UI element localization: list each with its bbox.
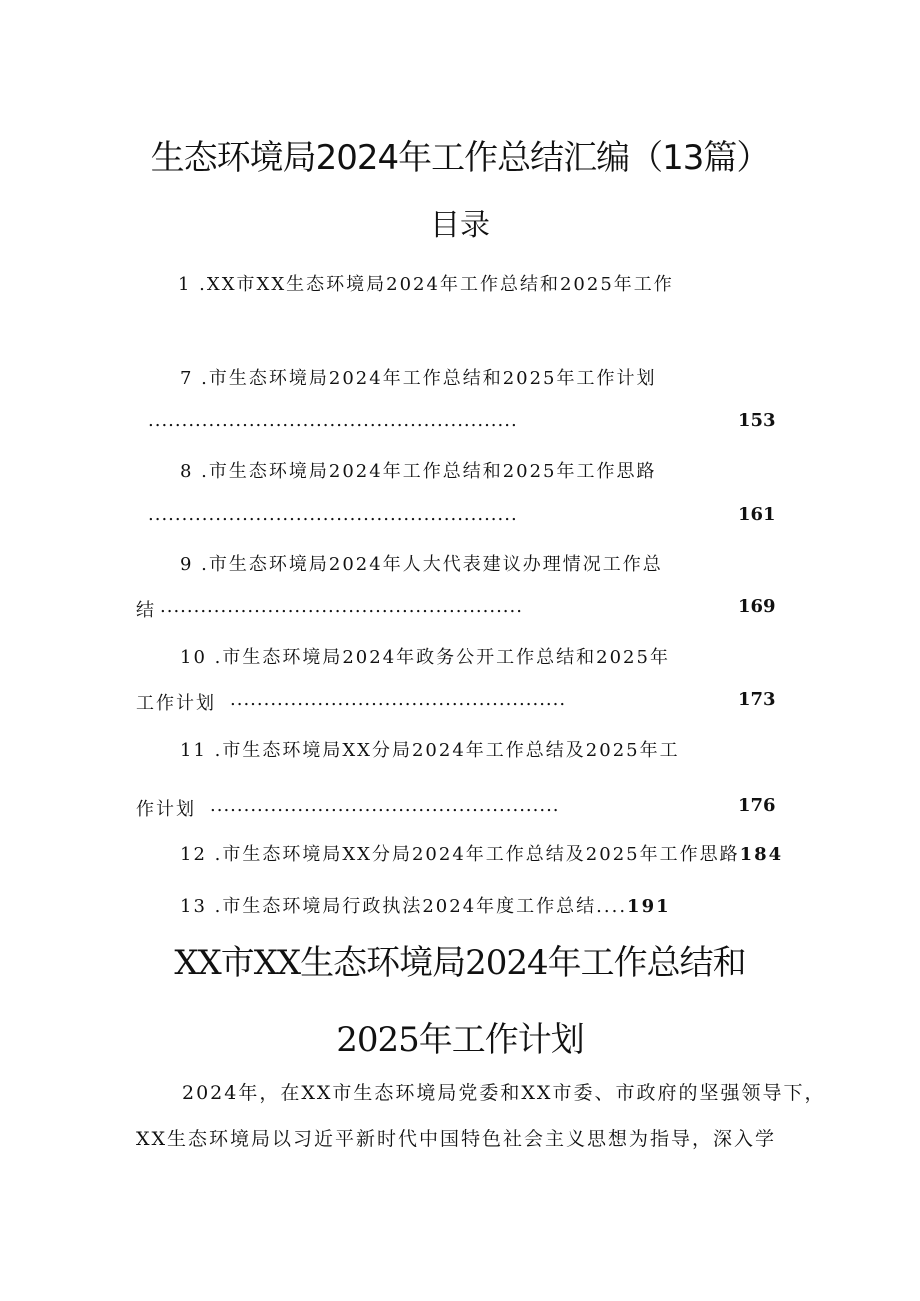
toc-page-9[interactable]: 169: [738, 596, 776, 617]
toc-leader-7: .......................................................: [148, 410, 518, 431]
toc-entry-13-text: 13 .市生态环境局行政执法2024年度工作总结....: [180, 896, 628, 917]
toc-page-10[interactable]: 173: [738, 689, 776, 710]
document-title: 生态环境局2024年工作总结汇编（13篇）: [150, 138, 770, 178]
toc-page-8[interactable]: 161: [738, 504, 776, 525]
toc-entry-9[interactable]: 9 .市生态环境局2024年人大代表建议办理情况工作总: [180, 554, 663, 575]
toc-entry-12-text: 12 .市生态环境局XX分局2024年工作总结及2025年工作思路: [180, 844, 740, 865]
toc-page-13: 191: [627, 896, 671, 917]
section-title-line1: XX市XX生态环境局2024年工作总结和: [174, 943, 746, 983]
toc-page-12: 184: [739, 844, 784, 865]
toc-page-11[interactable]: 176: [738, 795, 776, 816]
toc-entry-13[interactable]: [180, 892, 671, 918]
toc-entry-7[interactable]: 7 .市生态环境局2024年工作总结和2025年工作计划: [180, 368, 657, 389]
toc-entry-12[interactable]: [180, 840, 783, 866]
toc-entry-8[interactable]: 8 .市生态环境局2024年工作总结和2025年工作思路: [180, 461, 657, 482]
section-title-line2: 2025年工作计划: [336, 1020, 584, 1060]
toc-page-7[interactable]: 153: [738, 410, 776, 431]
paragraph-line-1: 2024年，在XX市生态环境局党委和XX市委、市政府的坚强领导下，: [182, 1082, 826, 1104]
toc-leader-10: ..................................................: [230, 689, 567, 710]
toc-entry-10[interactable]: 10 .市生态环境局2024年政务公开工作总结和2025年: [180, 647, 670, 668]
toc-entry-1[interactable]: 1 .XX市XX生态环境局2024年工作总结和2025年工作: [178, 274, 674, 295]
toc-entry-11-cont: 作计划: [136, 799, 196, 820]
toc-leader-11: ....................................................: [210, 795, 560, 816]
toc-entry-10-cont: 工作计划: [136, 693, 216, 714]
toc-heading: 目录: [430, 208, 490, 243]
paragraph-line-2: XX生态环境局以习近平新时代中国特色社会主义思想为指导，深入学: [136, 1128, 777, 1150]
toc-entry-11[interactable]: 11 .市生态环境局XX分局2024年工作总结及2025年工: [180, 740, 680, 761]
toc-leader-8: .......................................................: [148, 504, 518, 525]
toc-entry-9-cont: 结: [136, 600, 156, 621]
toc-leader-9: ......................................................: [160, 596, 523, 617]
